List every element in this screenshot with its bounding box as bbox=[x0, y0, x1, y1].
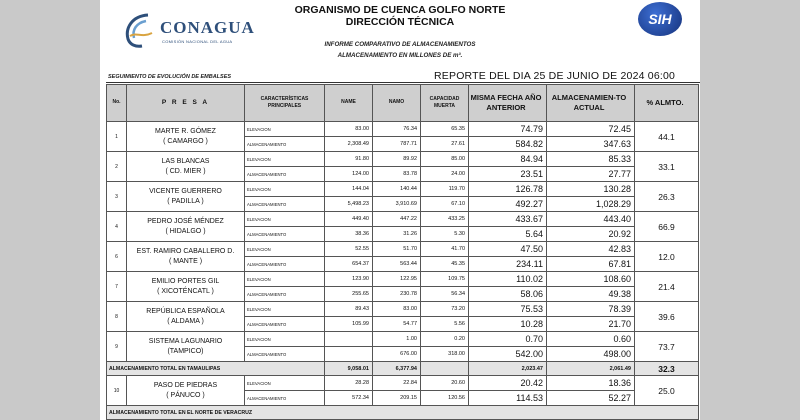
dam-row-elevation bbox=[107, 302, 699, 317]
elev-name: 28.28 bbox=[325, 376, 373, 391]
elevation-label: ELEVACION bbox=[245, 152, 325, 167]
storage-anterior: 5.64 bbox=[469, 227, 547, 242]
elev-name: 144.04 bbox=[325, 182, 373, 197]
storage-capacidad: 318.00 bbox=[421, 347, 469, 362]
elevation-label: ELEVACION bbox=[245, 302, 325, 317]
storage-namo: 54.77 bbox=[373, 317, 421, 332]
storage-actual: 347.63 bbox=[547, 137, 635, 152]
storage-actual: 49.38 bbox=[547, 287, 635, 302]
dam-name-line2: ( CD. MIER ) bbox=[165, 167, 206, 175]
storage-actual: 52.27 bbox=[547, 391, 635, 406]
total-namo: 6,377.94 bbox=[373, 362, 421, 376]
pct-almacenamiento: 25.0 bbox=[635, 376, 699, 406]
elev-capacidad: 85.00 bbox=[421, 152, 469, 167]
elev-capacidad: 73.20 bbox=[421, 302, 469, 317]
storage-actual: 67.81 bbox=[547, 257, 635, 272]
dam-name bbox=[127, 376, 245, 406]
elev-namo: 447.22 bbox=[373, 212, 421, 227]
storage-name: 38.36 bbox=[325, 227, 373, 242]
elevation-label: ELEVACION bbox=[245, 242, 325, 257]
storage-name: 105.99 bbox=[325, 317, 373, 332]
dam-name-line1: EST. RAMIRO CABALLERO D. bbox=[136, 248, 235, 256]
elev-namo: 51.70 bbox=[373, 242, 421, 257]
elev-name: 83.00 bbox=[325, 122, 373, 137]
storage-anterior: 584.82 bbox=[469, 137, 547, 152]
total-label: ALMACENAMIENTO TOTAL EN EL NORTE DE VERACRUZ bbox=[107, 406, 699, 420]
elevation-label: ELEVACION bbox=[245, 376, 325, 391]
total-row-veracruz bbox=[107, 406, 699, 420]
pct-almacenamiento: 33.1 bbox=[635, 152, 699, 182]
storage-actual: 20.92 bbox=[547, 227, 635, 242]
dam-number: 2 bbox=[107, 152, 127, 182]
dam-name-line2: (TAMPICO) bbox=[167, 347, 204, 355]
storage-namo: 563.44 bbox=[373, 257, 421, 272]
pct-almacenamiento: 26.3 bbox=[635, 182, 699, 212]
storage-anterior: 10.28 bbox=[469, 317, 547, 332]
dam-number: 1 bbox=[107, 122, 127, 152]
dam-name-line2: ( CAMARGO ) bbox=[163, 137, 208, 145]
dam-name-line1: PEDRO JOSÉ MÉNDEZ bbox=[147, 218, 224, 226]
elev-capacidad: 65.35 bbox=[421, 122, 469, 137]
pct-almacenamiento: 44.1 bbox=[635, 122, 699, 152]
elev-name: 52.55 bbox=[325, 242, 373, 257]
dam-name bbox=[127, 152, 245, 182]
elevation-label: ELEVACION bbox=[245, 182, 325, 197]
elev-anterior: 433.67 bbox=[469, 212, 547, 227]
storage-capacidad: 24.00 bbox=[421, 167, 469, 182]
dam-number: 6 bbox=[107, 242, 127, 272]
elev-name: 89.43 bbox=[325, 302, 373, 317]
storage-anterior: 492.27 bbox=[469, 197, 547, 212]
elev-actual: 443.40 bbox=[547, 212, 635, 227]
elev-anterior: 74.79 bbox=[469, 122, 547, 137]
col-pct: % ALMTO. bbox=[635, 85, 699, 122]
storage-namo: 31.26 bbox=[373, 227, 421, 242]
storage-label: ALMACENAMIENTO bbox=[245, 137, 325, 152]
storage-actual: 27.77 bbox=[547, 167, 635, 182]
elev-capacidad: 119.70 bbox=[421, 182, 469, 197]
storage-namo: 676.00 bbox=[373, 347, 421, 362]
storage-capacidad: 5.56 bbox=[421, 317, 469, 332]
storage-name bbox=[325, 347, 373, 362]
dam-name bbox=[127, 272, 245, 302]
dam-name bbox=[127, 122, 245, 152]
dam-row-elevation bbox=[107, 212, 699, 227]
elev-actual: 0.60 bbox=[547, 332, 635, 347]
col-no: No. bbox=[107, 85, 127, 122]
dam-row-elevation bbox=[107, 376, 699, 391]
report-type: INFORME COMPARATIVO DE ALMACENAMIENTOS bbox=[324, 41, 476, 48]
storage-name: 572.34 bbox=[325, 391, 373, 406]
storage-capacidad: 120.56 bbox=[421, 391, 469, 406]
total-label: ALMACENAMIENTO TOTAL EN TAMAULIPAS bbox=[107, 362, 325, 376]
dam-number: 9 bbox=[107, 332, 127, 362]
total-pct: 32.3 bbox=[635, 362, 699, 376]
pct-almacenamiento: 39.6 bbox=[635, 302, 699, 332]
dam-number: 4 bbox=[107, 212, 127, 242]
col-caracteristicas: CARACTERÍSTICAS PRINCIPALES bbox=[245, 85, 325, 122]
elev-namo: 89.92 bbox=[373, 152, 421, 167]
storage-namo: 230.78 bbox=[373, 287, 421, 302]
storage-namo: 209.15 bbox=[373, 391, 421, 406]
elev-name bbox=[325, 332, 373, 347]
elev-namo: 76.34 bbox=[373, 122, 421, 137]
storage-actual: 21.70 bbox=[547, 317, 635, 332]
dam-number: 7 bbox=[107, 272, 127, 302]
sih-logo: SIH bbox=[638, 2, 682, 36]
dam-name bbox=[127, 182, 245, 212]
elev-namo: 122.95 bbox=[373, 272, 421, 287]
report-unit: ALMACENAMIENTO EN MILLONES DE m³. bbox=[337, 52, 463, 59]
org-subtitle: DIRECCIÓN TÉCNICA bbox=[345, 16, 455, 28]
elev-actual: 130.28 bbox=[547, 182, 635, 197]
dam-row-elevation bbox=[107, 182, 699, 197]
elev-name: 449.40 bbox=[325, 212, 373, 227]
seguimiento-label: SEGUIMIENTO DE EVOLUCIÓN DE EMBALSES bbox=[108, 74, 232, 80]
storage-name: 5,498.23 bbox=[325, 197, 373, 212]
elev-actual: 78.39 bbox=[547, 302, 635, 317]
dam-name bbox=[127, 242, 245, 272]
storage-anterior: 542.00 bbox=[469, 347, 547, 362]
pct-almacenamiento: 21.4 bbox=[635, 272, 699, 302]
elev-anterior: 20.42 bbox=[469, 376, 547, 391]
elev-namo: 140.44 bbox=[373, 182, 421, 197]
storage-name: 124.00 bbox=[325, 167, 373, 182]
storage-anterior: 114.53 bbox=[469, 391, 547, 406]
storage-label: ALMACENAMIENTO bbox=[245, 317, 325, 332]
col-namo: NAMO bbox=[373, 85, 421, 122]
divider bbox=[106, 82, 700, 83]
elev-namo: 83.00 bbox=[373, 302, 421, 317]
pct-almacenamiento: 73.7 bbox=[635, 332, 699, 362]
dam-row-elevation bbox=[107, 242, 699, 257]
elev-anterior: 110.02 bbox=[469, 272, 547, 287]
storage-actual: 1,028.29 bbox=[547, 197, 635, 212]
elev-actual: 42.83 bbox=[547, 242, 635, 257]
conagua-emblem-icon bbox=[122, 12, 156, 48]
dam-row-elevation bbox=[107, 122, 699, 137]
col-anterior: MISMA FECHA AÑO ANTERIOR bbox=[469, 85, 547, 122]
storage-namo: 787.71 bbox=[373, 137, 421, 152]
elevation-label: ELEVACION bbox=[245, 272, 325, 287]
storage-label: ALMACENAMIENTO bbox=[245, 287, 325, 302]
dam-name-line1: REPÚBLICA ESPAÑOLA bbox=[146, 308, 225, 316]
dam-name-line1: EMILIO PORTES GIL bbox=[151, 278, 220, 286]
col-presa: P R E S A bbox=[127, 85, 245, 122]
pct-almacenamiento: 66.9 bbox=[635, 212, 699, 242]
dam-name-line1: VICENTE GUERRERO bbox=[149, 188, 222, 196]
elev-capacidad: 20.60 bbox=[421, 376, 469, 391]
dam-row-elevation bbox=[107, 332, 699, 347]
storage-namo: 83.78 bbox=[373, 167, 421, 182]
elev-anterior: 0.70 bbox=[469, 332, 547, 347]
elev-anterior: 47.50 bbox=[469, 242, 547, 257]
dam-name-line1: MARTE R. GÓMEZ bbox=[155, 128, 216, 136]
elevation-label: ELEVACION bbox=[245, 212, 325, 227]
elev-anterior: 84.94 bbox=[469, 152, 547, 167]
elevation-label: ELEVACION bbox=[245, 122, 325, 137]
elev-actual: 18.36 bbox=[547, 376, 635, 391]
storage-capacidad: 56.34 bbox=[421, 287, 469, 302]
elev-capacidad: 0.20 bbox=[421, 332, 469, 347]
elev-actual: 108.60 bbox=[547, 272, 635, 287]
storage-capacidad: 45.35 bbox=[421, 257, 469, 272]
report-sheet bbox=[100, 0, 700, 420]
storage-label: ALMACENAMIENTO bbox=[245, 227, 325, 242]
elevation-label: ELEVACION bbox=[245, 332, 325, 347]
total-actual: 2,061.49 bbox=[547, 362, 635, 376]
elev-anterior: 75.53 bbox=[469, 302, 547, 317]
storage-label: ALMACENAMIENTO bbox=[245, 167, 325, 182]
dam-name bbox=[127, 302, 245, 332]
elev-name: 91.80 bbox=[325, 152, 373, 167]
storage-label: ALMACENAMIENTO bbox=[245, 391, 325, 406]
storage-capacidad: 5.30 bbox=[421, 227, 469, 242]
dam-row-elevation bbox=[107, 272, 699, 287]
total-anterior: 2,023.47 bbox=[469, 362, 547, 376]
storage-anterior: 23.51 bbox=[469, 167, 547, 182]
col-name: NAME bbox=[325, 85, 373, 122]
storage-actual: 498.00 bbox=[547, 347, 635, 362]
storage-table bbox=[106, 84, 699, 420]
dam-name-line1: LAS BLANCAS bbox=[161, 158, 210, 166]
storage-label: ALMACENAMIENTO bbox=[245, 347, 325, 362]
logo-subtitle: COMISIÓN NACIONAL DEL AGUA bbox=[162, 39, 233, 44]
dam-name-line2: ( PÁNUCO ) bbox=[166, 391, 205, 399]
dam-number: 10 bbox=[107, 376, 127, 406]
dam-name-line2: ( PADILLA ) bbox=[167, 197, 204, 205]
storage-namo: 3,910.69 bbox=[373, 197, 421, 212]
dam-name bbox=[127, 332, 245, 362]
elev-namo: 22.84 bbox=[373, 376, 421, 391]
pct-almacenamiento: 12.0 bbox=[635, 242, 699, 272]
dam-name bbox=[127, 212, 245, 242]
dam-name-line2: ( ALDAMA ) bbox=[167, 317, 204, 325]
elev-name: 123.90 bbox=[325, 272, 373, 287]
elev-capacidad: 41.70 bbox=[421, 242, 469, 257]
dam-number: 8 bbox=[107, 302, 127, 332]
dam-name-line2: ( MANTE ) bbox=[168, 257, 203, 265]
org-title: ORGANISMO DE CUENCA GOLFO NORTE bbox=[294, 4, 506, 16]
storage-anterior: 58.06 bbox=[469, 287, 547, 302]
storage-capacidad: 67.10 bbox=[421, 197, 469, 212]
elev-actual: 85.33 bbox=[547, 152, 635, 167]
elev-capacidad: 433.25 bbox=[421, 212, 469, 227]
total-row-tamaulipas bbox=[107, 362, 699, 376]
elev-anterior: 126.78 bbox=[469, 182, 547, 197]
storage-anterior: 234.11 bbox=[469, 257, 547, 272]
elev-capacidad: 109.75 bbox=[421, 272, 469, 287]
storage-capacidad: 27.61 bbox=[421, 137, 469, 152]
dam-number: 3 bbox=[107, 182, 127, 212]
col-actual: ALMACENAMIEN-TO ACTUAL bbox=[547, 85, 635, 122]
total-name: 9,058.01 bbox=[325, 362, 373, 376]
table-header bbox=[107, 85, 699, 122]
dam-row-elevation bbox=[107, 152, 699, 167]
storage-label: ALMACENAMIENTO bbox=[245, 257, 325, 272]
col-capacidad: CAPACIDAD MUERTA bbox=[421, 85, 469, 122]
total-capacidad bbox=[421, 362, 469, 376]
elev-actual: 72.45 bbox=[547, 122, 635, 137]
storage-name: 654.37 bbox=[325, 257, 373, 272]
storage-label: ALMACENAMIENTO bbox=[245, 197, 325, 212]
logo-name: CONAGUA bbox=[160, 18, 255, 37]
storage-name: 255.65 bbox=[325, 287, 373, 302]
storage-name: 2,308.49 bbox=[325, 137, 373, 152]
dam-name-line2: ( XICOTÉNCATL ) bbox=[157, 287, 214, 295]
dam-name-line1: PASO DE PIEDRAS bbox=[153, 382, 218, 390]
elev-namo: 1.00 bbox=[373, 332, 421, 347]
report-date: REPORTE DEL DIA 25 DE JUNIO DE 2024 06:00 bbox=[434, 70, 676, 82]
dam-name-line1: SISTEMA LAGUNARIO bbox=[148, 338, 223, 346]
dam-name-line2: ( HIDALGO ) bbox=[165, 227, 206, 235]
